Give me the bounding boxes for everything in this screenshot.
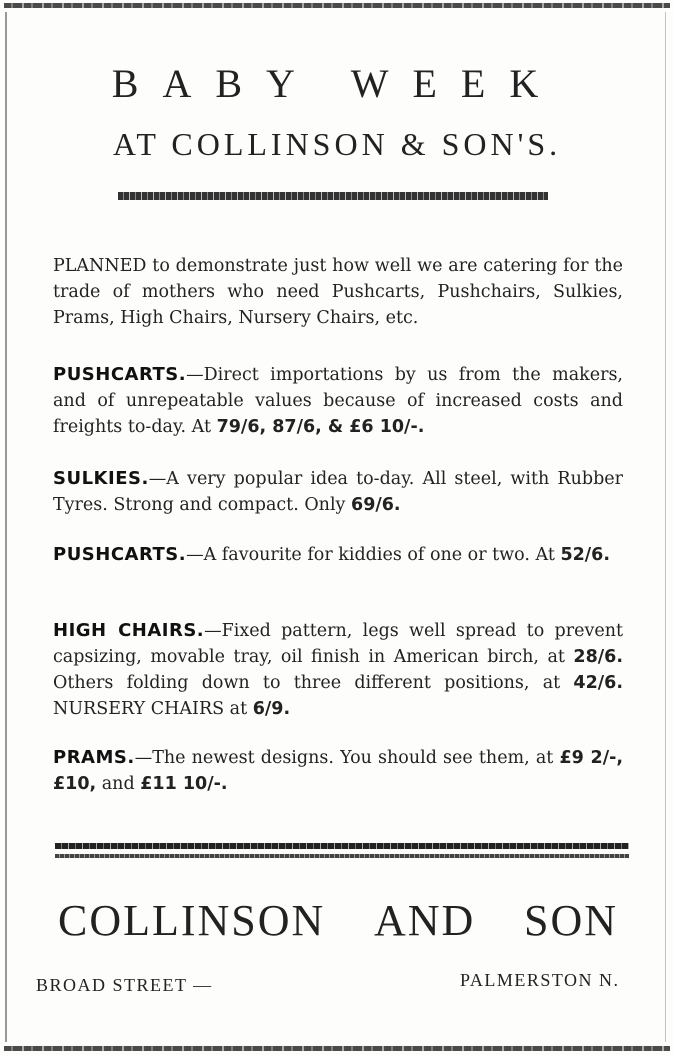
decorative-rule — [118, 192, 548, 200]
item-heading: PUSHCARTS. — [53, 364, 187, 385]
item-price: 6/9. — [252, 699, 291, 719]
store-name-word: SON — [523, 896, 618, 945]
item-text: —Fixed pattern, legs well spread to prevent capsizing, movable tray, oil finish in American birch, at — [53, 621, 624, 667]
item-prices: 52/6. — [560, 545, 611, 565]
item-price: 28/6. — [573, 647, 623, 667]
item-text: NURSERY CHAIRS at — [53, 699, 253, 719]
item-text: —A favourite for kiddies of one or two. At — [186, 545, 561, 565]
decorative-rule — [55, 854, 629, 858]
right-border-rule — [665, 12, 666, 1042]
store-name — [58, 895, 618, 946]
item-text: and — [96, 774, 141, 794]
item-prices: £9 2/-, £10, — [53, 748, 623, 794]
item-text: —The newest designs. You should see them, at — [134, 748, 560, 768]
item-sulkies — [53, 466, 623, 518]
item-price: 42/6. — [573, 673, 623, 693]
bottom-border-rule — [4, 1046, 670, 1051]
ad-subtitle: AT COLLINSON & SON'S. — [112, 126, 562, 162]
item-pushcarts-2 — [53, 542, 623, 568]
item-pushcarts-1 — [53, 362, 623, 440]
item-prams — [53, 745, 623, 797]
item-heading: SULKIES. — [53, 468, 149, 489]
item-text: Others folding down to three different positions, at — [53, 673, 574, 693]
item-heading: HIGH CHAIRS. — [53, 620, 205, 641]
town-address: PALMERSTON N. — [460, 970, 620, 990]
item-high-chairs — [53, 618, 623, 722]
item-prices: 79/6, 87/6, & £6 10/-. — [216, 417, 425, 437]
left-border-rule — [5, 12, 7, 1042]
store-name-word: AND — [373, 896, 476, 945]
item-prices: £11 10/-. — [140, 774, 228, 794]
item-text: —A very popular idea to-day. All steel, with Rubber Tyres. Strong and compact. Only — [53, 469, 623, 515]
top-border-rule — [4, 3, 670, 8]
intro-paragraph: PLANNED to demonstrate just how well we are catering for the trade of mothers who need Pushcarts, Pushchairs, Sulkies, Prams, High Chairs, Nursery Chairs, etc. — [53, 256, 623, 328]
item-text: —Direct importations by us from the makers, and of unrepeatable values because of increased costs and freights to-day. At — [53, 365, 623, 437]
item-heading: PRAMS. — [53, 747, 135, 768]
street-address: BROAD STREET — — [36, 975, 213, 995]
item-heading: PUSHCARTS. — [53, 544, 187, 565]
item-prices: 69/6. — [351, 495, 401, 515]
decorative-rule — [55, 843, 629, 849]
ad-title: BABY WEEK — [111, 61, 563, 106]
store-name-word: COLLINSON — [58, 896, 326, 945]
